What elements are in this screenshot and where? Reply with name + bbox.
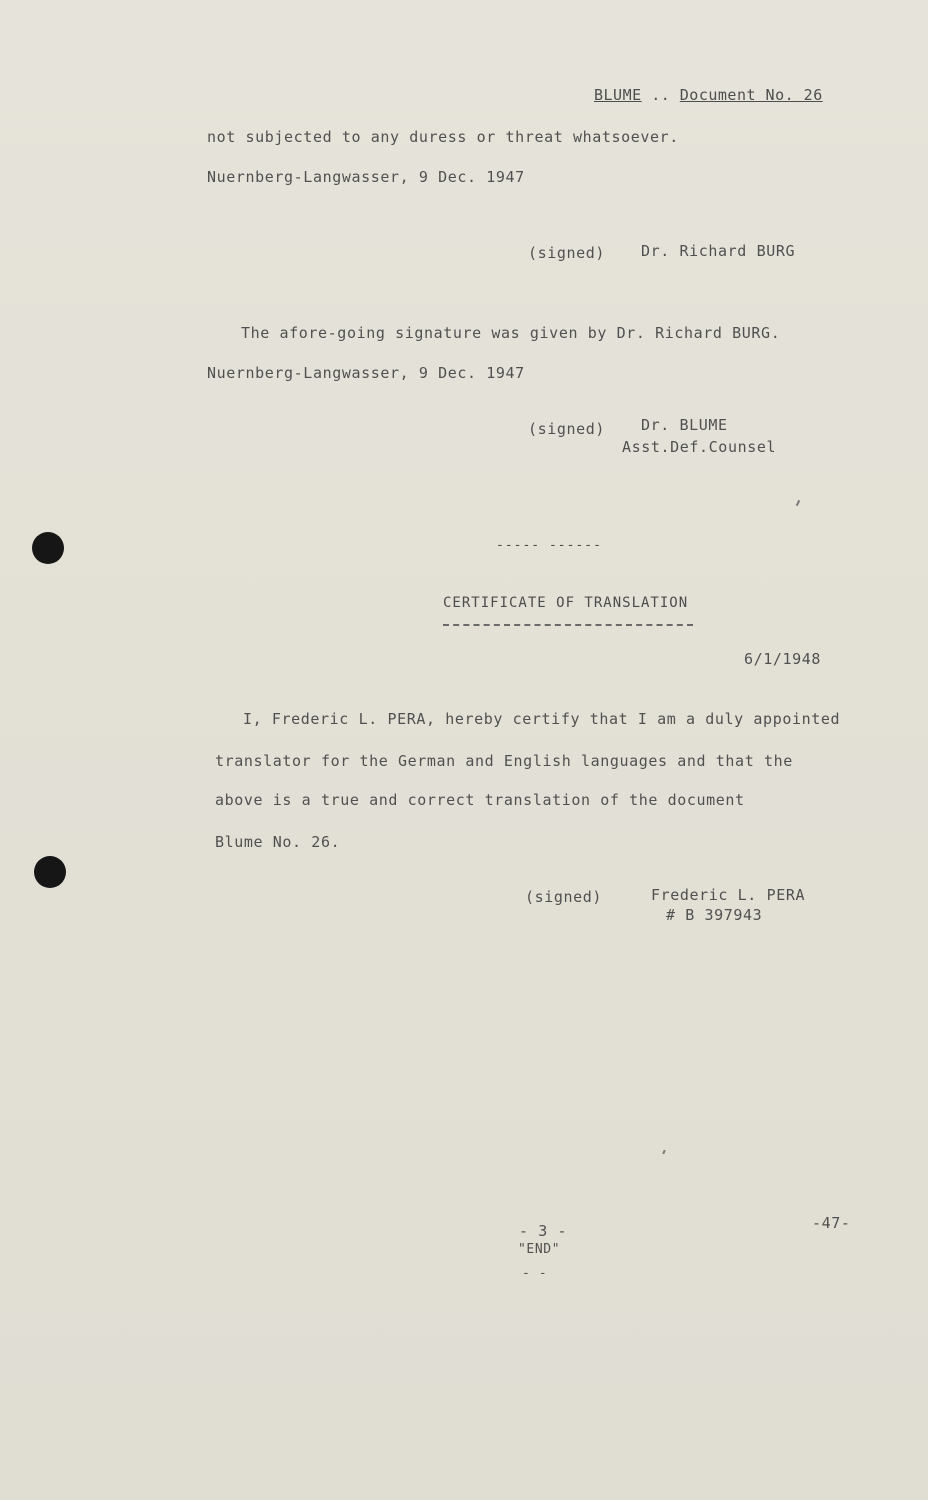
header-doc-name: BLUME: [594, 86, 642, 104]
punch-hole-bottom: [34, 856, 66, 888]
header-doc-ref: Document No. 26: [679, 86, 823, 104]
punch-hole-top: [32, 532, 64, 564]
attestation-signer-title: Asst.Def.Counsel: [622, 438, 777, 456]
certificate-title: CERTIFICATE OF TRANSLATION: [443, 595, 689, 611]
page-number: - 3 -: [519, 1222, 568, 1240]
end-mark: "END": [518, 1242, 561, 1257]
attestation-place-date: Nuernberg-Langwasser, 9 Dec. 1947: [207, 364, 525, 382]
stamp-number: -47-: [812, 1214, 851, 1232]
certificate-date: 6/1/1948: [744, 650, 822, 668]
certificate-line-3: above is a true and correct translation of the document: [215, 791, 745, 809]
paper-mark: [796, 500, 800, 506]
affidavit-line: not subjected to any duress or threat whatsoever.: [207, 128, 679, 146]
attestation-signed-label: (signed): [528, 420, 606, 438]
certificate-line-1: I, Frederic L. PERA, hereby certify that I am a duly appointed: [243, 710, 841, 728]
paper-mark: [662, 1150, 666, 1154]
affidavit-place-date: Nuernberg-Langwasser, 9 Dec. 1947: [207, 168, 525, 186]
section-separator: ----- ------: [496, 538, 602, 553]
certificate-line-4: Blume No. 26.: [215, 833, 341, 851]
certificate-signer-id: # B 397943: [666, 906, 763, 924]
document-header: [594, 86, 823, 104]
affidavit-signer: Dr. Richard BURG: [641, 242, 796, 260]
attestation-line: The afore-going signature was given by Dr. Richard BURG.: [241, 324, 781, 342]
certificate-signed-label: (signed): [525, 888, 603, 906]
header-separator: ..: [651, 86, 671, 104]
attestation-signer: Dr. BLUME: [641, 416, 728, 434]
certificate-title-underline: [443, 624, 693, 626]
certificate-line-2: translator for the German and English languages and that the: [215, 752, 793, 770]
certificate-signer: Frederic L. PERA: [651, 886, 806, 904]
end-dashes: - -: [522, 1266, 548, 1281]
affidavit-signed-label: (signed): [528, 244, 606, 262]
